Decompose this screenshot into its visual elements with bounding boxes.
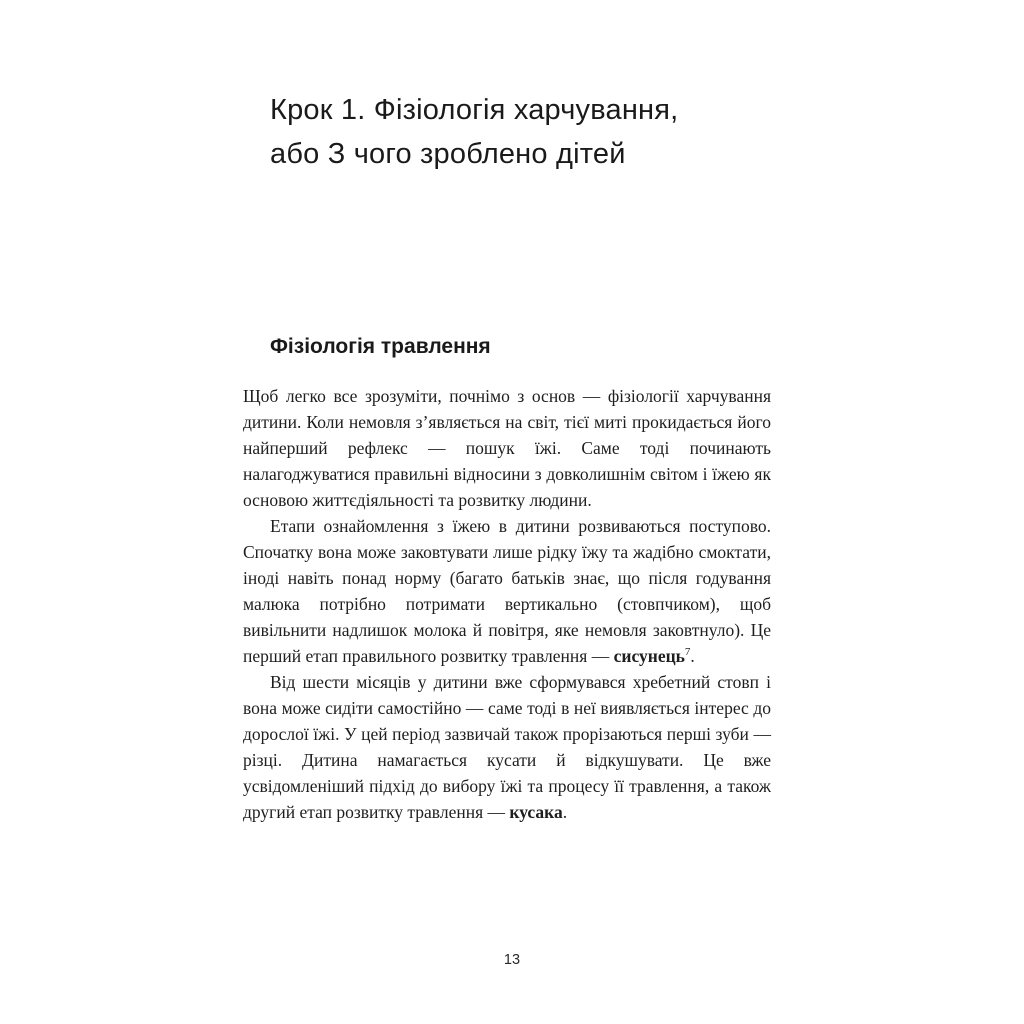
bold-term-sysunets: сисунець	[613, 646, 685, 666]
paragraph-3-text: Від шести місяців у дитини вже сформувався хребетний стовп і вона може сидіти самостійно — саме тоді в неї виявляється інтерес до дорослої їжі. У цей період зазвичай також прорізаються перші зуби — різці. Дитина намагається кусати й відкушувати. Це вже усвідомленіший підхід до вибору їжі та процесу її травлення, а також другий етап розвитку травлення —	[243, 672, 771, 822]
paragraph-2-period: .	[690, 646, 695, 666]
bold-term-kusaka: кусака	[509, 802, 563, 822]
chapter-title-line-1: Крок 1. Фізіологія харчування,	[270, 94, 679, 126]
chapter-title-line-2: або З чого зроблено дітей	[270, 138, 626, 170]
page-number: 13	[503, 952, 521, 968]
paragraph-2	[243, 513, 771, 669]
body-text	[243, 383, 771, 825]
paragraph-3	[243, 669, 771, 825]
chapter-title	[243, 0, 771, 176]
paragraph-1: Щоб легко все зрозуміти, почнімо з основ — фізіології харчування дитини. Коли немовля з’являється на світ, тієї миті прокидається його найперший рефлекс — пошук їжі. Саме тоді починають налагоджуватися правильні відносини з довколишнім світом і їжею як основою життєдіяльності та розвитку людини.	[243, 386, 771, 510]
paragraph-2-text: Етапи ознайомлення з їжею в дитини розвиваються поступово. Спочатку вона може заковтувати лише рідку їжу та жадібно смоктати, іноді навіть понад норму (багато батьків знає, що після годування малюка потрібно потримати вертикально (стовпчиком), щоб вивільнити надлишок молока й повітря, яке немовля заковтнуло). Це перший етап правильного розвитку травлення —	[243, 516, 771, 666]
page-content	[243, 0, 771, 825]
section-title: Фізіологія травлення	[270, 335, 491, 358]
footnote-reference-7: 7	[684, 646, 691, 659]
paragraph-3-period: .	[562, 802, 568, 822]
